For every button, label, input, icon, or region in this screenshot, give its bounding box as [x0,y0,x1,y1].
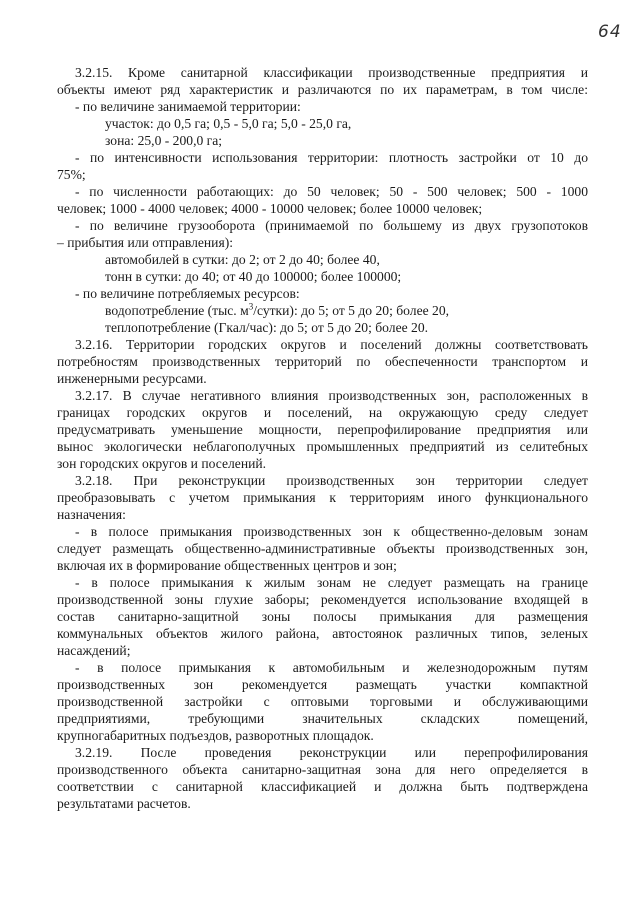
paragraph-3-2-18-line: назначения: [57,507,126,522]
list-item: - в полосе примыкания к автомобильным и железнодорожным путям [75,660,588,675]
list-item: - по численности работающих: до 50 человек; 50 - 500 человек; 500 - 1000 [75,184,588,199]
list-item: - в полосе примыкания производственных зон к общественно-деловым зонам [75,524,588,539]
list-item: участок: до 0,5 га; 0,5 - 5,0 га; 5,0 - 25,0 га, [105,116,352,131]
list-item: следует размещать общественно-административные объекты производственных зон, [57,541,588,556]
paragraph-3-2-17-line: 3.2.17. В случае негативного влияния производственных зон, расположенных в [75,388,588,403]
page-number: 64 [598,22,622,42]
list-item: зона: 25,0 - 200,0 га; [105,133,223,148]
paragraph-3-2-15-line: 3.2.15. Кроме санитарной классификации производственные предприятия и [75,65,588,80]
list-item: крупногабаритных подъездов, разворотных площадок. [57,728,374,743]
paragraph-3-2-18-line: 3.2.18. При реконструкции производственных зон территории следует [75,473,588,488]
water-text-rest: /сутки): до 5; от 5 до 20; более 20, [253,303,450,318]
paragraph-3-2-16-line: инженерными ресурсами. [57,371,207,386]
list-item: - по интенсивности использования территории: плотность застройки от 10 до [75,150,588,165]
paragraph-3-2-19-line: производственного объекта санитарно-защитная зона для него определяется в [57,762,588,777]
list-item: – прибытия или отправления): [57,235,234,250]
paragraph-3-2-17-line: предусматривать уменьшение мощности, перепрофилирование предприятия или [57,422,588,437]
paragraph-3-2-17-line: вынос экологически неблагополучных промышленных предприятий из селитебных [57,439,588,454]
paragraph-3-2-19-line: 3.2.19. После проведения реконструкции или перепрофилирования [75,745,588,760]
list-item: производственных зон рекомендуется размещать участки компактной [57,677,588,692]
paragraph-3-2-17-line: зон городских округов и поселений. [57,456,267,471]
paragraph-3-2-16-line: 3.2.16. Территории городских округов и поселений должны соответствовать [75,337,588,352]
paragraph-3-2-15-line: объекты имеют ряд характеристик и различаются по их параметрам, в том числе: [57,82,588,97]
list-item: состав санитарно-защитной зоны полосы примыкания для размещения [57,609,588,624]
list-item: автомобилей в сутки: до 2; от 2 до 40; более 40, [105,252,380,267]
list-item: насаждений; [57,643,131,658]
list-item: теплопотребление (Гкал/час): до 5; от 5 до 20; более 20. [105,320,429,335]
list-item: - по величине потребляемых ресурсов: [75,286,300,301]
superscript: 3 [248,301,254,312]
list-item: - по величине занимаемой территории: [75,99,301,114]
list-item: - по величине грузооборота (принимаемой по большему из двух грузопотоков [75,218,588,233]
paragraph-3-2-18-line: преобразовывать с учетом примыкания к территориям иного функционального [57,490,588,505]
water-text: водопотребление (тыс. м [105,303,249,318]
list-item: тонн в сутки: до 40; от 40 до 100000; более 100000; [105,269,402,284]
list-item: включая их в формирование общественных центров и зон; [57,558,397,573]
paragraph-3-2-19-line: соответствии с санитарной классификацией и должна быть подтверждена [57,779,588,794]
paragraph-3-2-16-line: потребностям производственных территорий по обеспеченности транспортом и [57,354,588,369]
paragraph-3-2-17-line: границах городских округов и поселений, на окружающую среду следует [57,405,588,420]
list-item: производственной зоны глухие заборы; рекомендуется использование входящей в [57,592,588,607]
list-item: 75%; [57,167,86,182]
list-item: человек; 1000 - 4000 человек; 4000 - 10000 человек; более 10000 человек; [57,201,483,216]
list-item: предприятиями, требующими значительных складских помещений, [57,711,588,726]
list-item [105,302,636,319]
list-item: коммунальных объектов жилого района, автостоянок различных типов, зеленых [57,626,588,641]
list-item: производственной застройки с оптовыми торговыми и обслуживающими [57,694,588,709]
paragraph-3-2-19-line: результатами расчетов. [57,796,191,811]
list-item: - в полосе примыкания к жилым зонам не следует размещать на границе [75,575,588,590]
